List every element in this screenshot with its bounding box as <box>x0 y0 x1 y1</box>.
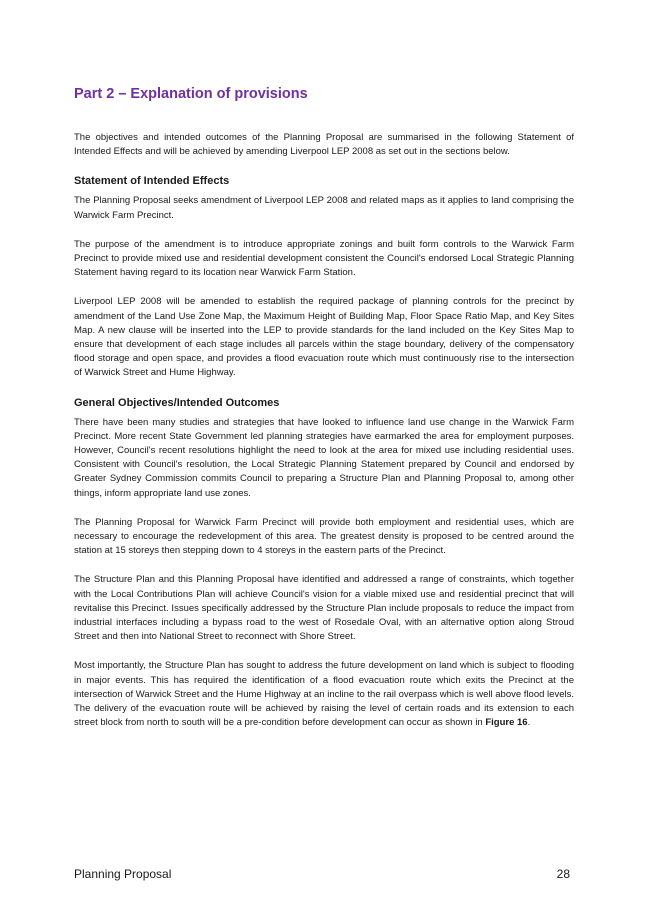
paragraph: The Planning Proposal seeks amendment of Liverpool LEP 2008 and related maps as it applies to land comprising the Warwick Farm Precinct. <box>74 195 574 221</box>
paragraph: The Structure Plan and this Planning Proposal have identified and addressed a range of constraints, which together with the Local Contributions Plan will achieve Council's vision for a viable mixed use and residential precinct that will revitalise this Precinct. Issues specifically addressed by the Structure Plan include proposals to reduce the impact from industrial interfaces including a bypass road to the west of Rosedale Oval, with an alternative option along Stroud Street and then into National Street to reconnect with Shore Street. <box>74 574 574 643</box>
paragraph: Liverpool LEP 2008 will be amended to establish the required package of planning controls for the precinct by amendment of the Land Use Zone Map, the Maximum Height of Building Map, Floor Space Ratio Map, and Key Sites Map. A new clause will be inserted into the LEP to provide standards for the land included on the Key Sites Map to ensure that development of each stage includes all parcels within the stage boundary, delivery of the compensatory flood storage and open space, and provides a flood evacuation route which must continuously rise to the intersection of Warwick Street and Hume Highway. <box>74 296 574 379</box>
paragraph-text: Most importantly, the Structure Plan has sought to address the future development on land which is subject to flooding in major events. This has required the identification of a flood evacuation route which exits the Precinct at the intersection of Warwick Street and the Hume Highway at an incline to the rail overpass which is well above flood levels. The delivery of the evacuation route will be achieved by raising the level of certain roads and its extension to each street block from north to south will be a pre-condition before development can occur as shown in <box>74 660 574 729</box>
paragraph: The purpose of the amendment is to introduce appropriate zonings and built form controls to the Warwick Farm Precinct to provide mixed use and residential development consistent the Council's endorsed Local Strategic Planning Statement having regard to its location near Warwick Farm Station. <box>74 238 574 279</box>
paragraph: The Planning Proposal for Warwick Farm Precinct will provide both employment and residential uses, which are necessary to encourage the redevelopment of this area. The greatest density is proposed to be centred around the station at 15 storeys then stepping down to 4 storeys in the eastern parts of the Precinct. <box>74 516 574 557</box>
document-page <box>74 0 574 922</box>
paragraph-end: . <box>527 717 531 729</box>
page-heading: Part 2 – Explanation of provisions <box>74 86 308 102</box>
paragraph: There have been many studies and strategies that have looked to influence land use change in the Warwick Farm Precinct. More recent State Government led planning strategies have earmarked the area for employment purposes. However, Council's recent resolutions highlight the need to look at the area for mixed use including residential uses. Consistent with Council's resolution, the Local Strategic Planning Statement prepared by Council and endorsed by Greater Sydney Commission commits Council to preparing a Structure Plan and Planning Proposal to, among other things, inform appropriate land use zones. <box>74 416 574 499</box>
footer-title: Planning Proposal <box>74 867 172 881</box>
body-content <box>74 131 574 746</box>
page-number: 28 <box>556 867 570 881</box>
intro-paragraph: The objectives and intended outcomes of the Planning Proposal are summarised in the following Statement of Intended Effects and will be achieved by amending Liverpool LEP 2008 as set out in the sections below. <box>74 132 574 158</box>
section-heading-statement: Statement of Intended Effects <box>74 175 230 188</box>
section-heading-objectives: General Objectives/Intended Outcomes <box>74 396 280 409</box>
paragraph-final <box>74 659 574 730</box>
figure-reference: Figure 16 <box>485 717 528 729</box>
